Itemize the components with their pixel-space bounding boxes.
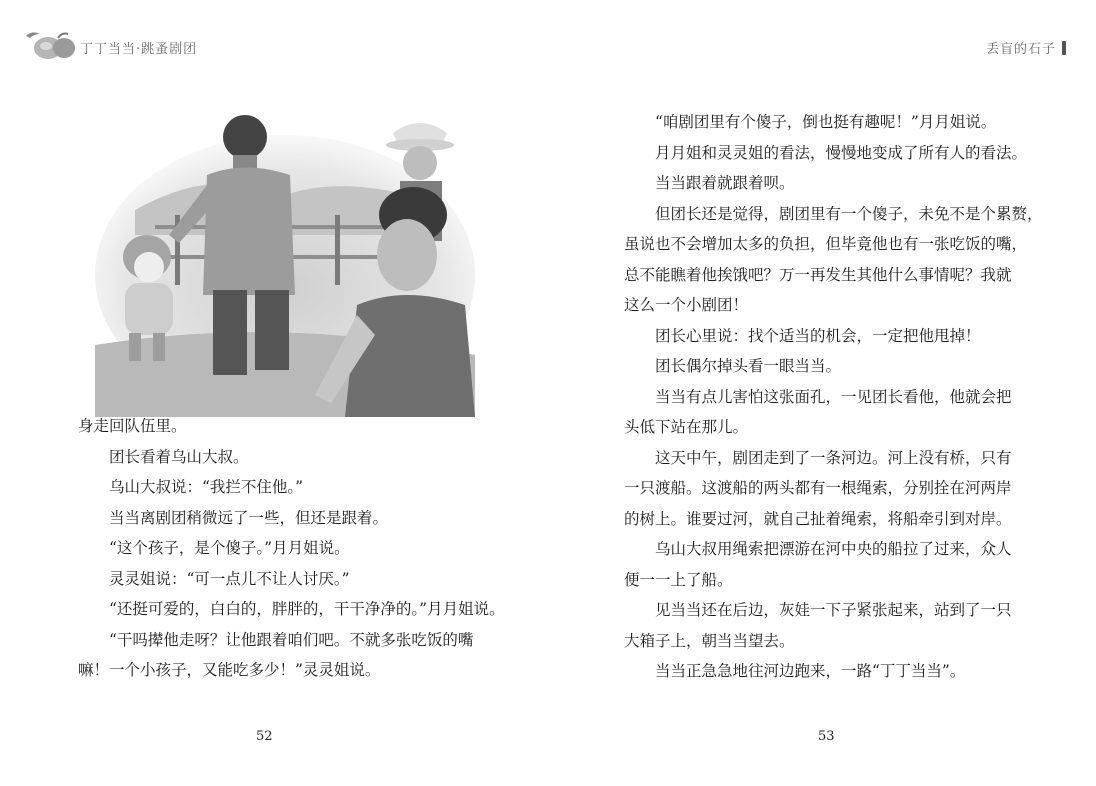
right-text-block <box>624 107 1043 687</box>
right-header-title: 丢盲的石子 <box>985 42 1056 57</box>
right-header <box>986 38 1066 57</box>
paragraph: 月月姐和灵灵姐的看法，慢慢地变成了所有人的看法。 <box>655 143 1028 162</box>
page-number: 52 <box>256 729 273 744</box>
paragraph: “这个孩子，是个傻子。”月月姐说。 <box>109 539 350 557</box>
paragraph: 这么一个小剧团！ <box>624 296 749 314</box>
paragraph: 团长心里说：找个适当的机会，一定把他甩掉！ <box>655 326 981 345</box>
right-page <box>548 0 1096 786</box>
left-text-block <box>78 411 505 686</box>
left-header-title: 丁丁当当·跳蚤剧团 <box>80 42 198 57</box>
paragraph: 虽说也不会增加太多的负担，但毕竟他也有一张吃饭的嘴， <box>624 235 1028 253</box>
illustration <box>95 105 475 417</box>
paragraph: 大箱子上，朝当当望去。 <box>624 631 795 650</box>
paragraph: 当当正急急地往河边跑来，一路“丁丁当当”。 <box>655 662 966 680</box>
paragraph: 身走回队伍里。 <box>78 417 187 435</box>
paragraph: 当当跟着就跟着呗。 <box>655 174 795 192</box>
paragraph: 见当当还在后边，灰娃一下子紧张起来，站到了一只 <box>655 601 1012 619</box>
paragraph: 头低下站在那儿。 <box>624 418 749 436</box>
page-number: 53 <box>818 729 835 744</box>
paragraph: 的树上。谁要过河，就自己扯着绳索，将船牵引到对岸。 <box>624 509 1012 528</box>
paragraph: 但团长还是觉得，剧团里有一个傻子，未免不是个累赘， <box>655 204 1043 223</box>
paragraph: 团长偶尔掉头看一眼当当。 <box>655 357 842 375</box>
paragraph: 当当离剧团稍微远了一些，但还是跟着。 <box>109 508 389 527</box>
paragraph: 团长看着乌山大叔。 <box>109 447 249 466</box>
paragraph: 乌山大叔说：“我拦不住他。” <box>109 478 304 496</box>
paragraph: 一只渡船。这渡船的两头都有一根绳索，分别拴在河两岸 <box>624 479 1012 497</box>
paragraph: “还挺可爱的，白白的，胖胖的，干干净净的。”月月姐说。 <box>109 600 505 618</box>
paragraph: “咱剧团里有个傻子，倒也挺有趣呢！”月月姐说。 <box>655 113 997 131</box>
paragraph: 乌山大叔用绳索把漂游在河中央的船拉了过来，众人 <box>655 540 1012 558</box>
paragraph: 总不能瞧着他挨饿吧？万一再发生其他什么事情呢？我就 <box>624 265 1012 284</box>
paragraph: 灵灵姐说：“可一点儿不让人讨厌。” <box>109 569 350 588</box>
paragraph: 嘛！一个小孩子，又能吃多少！”灵灵姐说。 <box>78 661 381 679</box>
paragraph: “干吗撵他走呀？让他跟着咱们吧。不就多张吃饭的嘴 <box>109 630 474 649</box>
paragraph: 这天中午，剧团走到了一条河边。河上没有桥，只有 <box>655 448 1012 467</box>
paragraph: 当当有点儿害怕这张面孔，一见团长看他，他就会把 <box>655 387 1012 406</box>
gourd-logo-icon <box>22 26 78 64</box>
header-bar-icon <box>1062 41 1066 55</box>
paragraph: 便一一上了船。 <box>624 570 733 589</box>
